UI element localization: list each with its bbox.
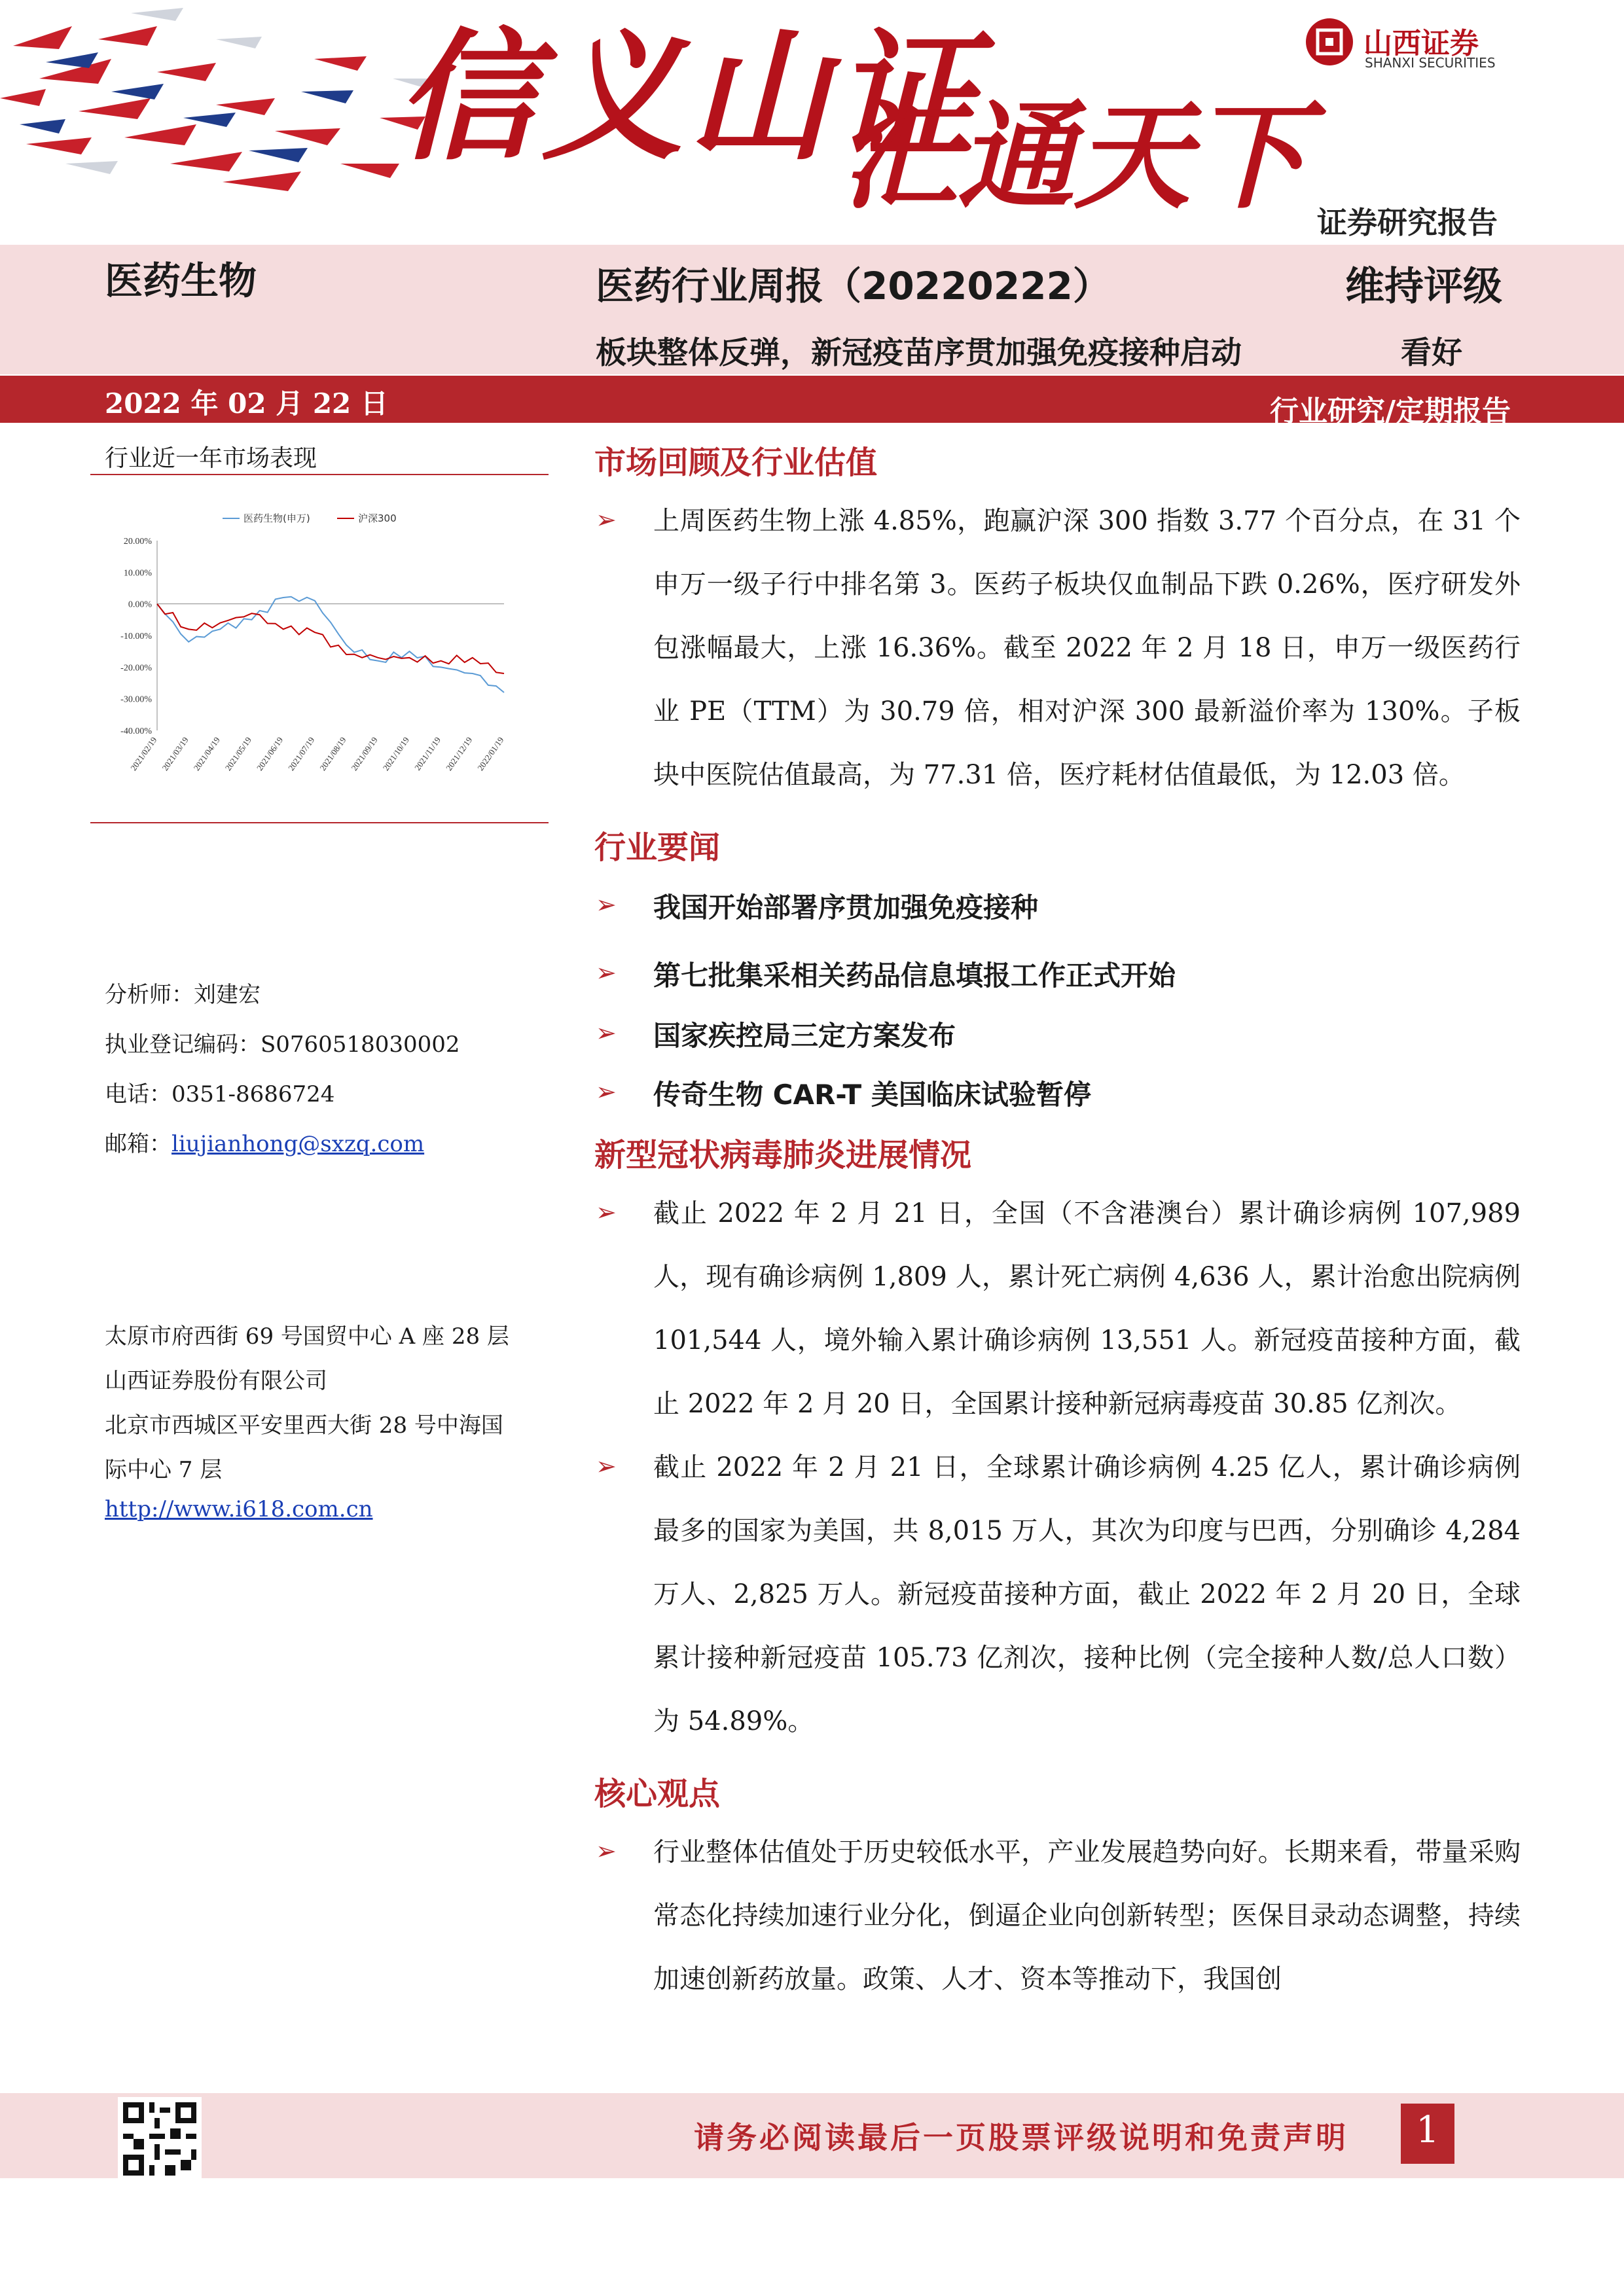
logo-text-cn: 山西证券 (1363, 27, 1479, 60)
x-tick-label: 2021/04/19 (191, 735, 222, 773)
banner-slogan-1: 信义山证 (396, 14, 980, 179)
company-logo (1306, 18, 1528, 71)
bullet-arrow-icon: ➢ (596, 958, 617, 987)
covid-domestic-paragraph: 截止 2022 年 2 月 21 日，全国（不含港澳台）累计确诊病例 107,989 人，现有确诊病例 1,809 人，累计死亡病例 4,636 人，累计治愈出院病例 101,544 人，境外输入累计确诊病例 13,551 人。新冠疫苗接种方面，截止 2022 年 2 月 20 日，全国累计接种新冠病毒疫苗 30.85 亿剂次。 (653, 1198, 1521, 1419)
x-tick-label: 2021/03/19 (160, 735, 190, 773)
y-tick-label: 20.00% (123, 537, 152, 547)
news-item: 国家疾控局三定方案发布 (653, 1020, 956, 1052)
report-subtitle: 板块整体反弹，新冠疫苗序贯加强免疫接种启动 (596, 335, 1242, 371)
logo-text-en: SHANXI SECURITIES (1365, 55, 1496, 71)
report-type-label: 证券研究报告 (1317, 205, 1498, 240)
section-heading: 市场回顾及行业估值 (594, 444, 878, 481)
x-tick-label: 2021/06/19 (254, 735, 285, 773)
disclaimer-notice: 请务必阅读最后一页股票评级说明和免责声明 (694, 2120, 1348, 2155)
x-tick-label: 2021/07/19 (286, 735, 317, 773)
email-label: 邮箱： (105, 1131, 171, 1157)
address-line: 际中心 7 层 (105, 1457, 223, 1483)
website-link[interactable] (105, 1496, 373, 1522)
market-performance-chart (98, 495, 530, 809)
address-line: 北京市西城区平安里西大街 28 号中海国 (105, 1412, 503, 1439)
x-tick-label: 2021/12/19 (444, 735, 475, 773)
core-view-paragraph: 行业整体估值处于历史较低水平，产业发展趋势向好。长期来看，带量采购常态化持续加速行业分化，倒逼企业向创新转型；医保目录动态调整，持续加速创新药放量。政策、人才、资本等推动下，我国创 (653, 1837, 1521, 1994)
news-item: 传奇生物 CAR-T 美国临床试验暂停 (653, 1079, 1091, 1111)
bullet-arrow-icon: ➢ (596, 1018, 617, 1047)
series-line (157, 597, 504, 692)
report-category: 行业研究/定期报告 (1270, 395, 1511, 428)
market-review-paragraph: 上周医药生物上涨 4.85%，跑赢沪深 300 指数 3.77 个百分点，在 31 个申万一级子行中排名第 3。医药子板块仅血制品下跌 0.26%，医疗研发外包涨幅最大，上涨 16.36%。截至 2022 年 2 月 18 日，申万一级医药行业 PE（TTM）为 30.79 倍，相对沪深 300 最新溢价率为 130%。子板块中医院估值最高，为 77.31 倍，医疗耗材估值最低，为 12.03 倍。 (653, 506, 1521, 790)
analyst-name: 分析师：刘建宏 (105, 982, 261, 1008)
qr-code-icon (118, 2097, 202, 2181)
y-tick-label: 10.00% (123, 568, 152, 579)
divider (90, 822, 549, 823)
section-heading: 核心观点 (594, 1776, 721, 1812)
rating-value: 看好 (1401, 335, 1462, 371)
news-item: 我国开始部署序贯加强免疫接种 (653, 891, 1039, 924)
x-axis (128, 735, 505, 772)
bullet-arrow-icon: ➢ (596, 1077, 617, 1106)
rating-label: 维持评级 (1345, 264, 1502, 310)
banner-slogan-2: 汇通天下 (841, 88, 1307, 224)
x-tick-label: 2021/05/19 (223, 735, 254, 773)
y-axis (120, 537, 504, 736)
section-heading: 新型冠状病毒肺炎进展情况 (594, 1137, 972, 1174)
legend-label: 医药生物(申万) (244, 512, 310, 524)
y-tick-label: -20.00% (120, 663, 152, 673)
address-line: 太原市府西街 69 号国贸中心 A 座 28 层 (105, 1323, 509, 1350)
x-tick-label: 2021/10/19 (380, 735, 411, 773)
series-line (157, 604, 504, 673)
report-title: 医药行业周报（20220222） (596, 264, 1111, 308)
y-tick-label: -40.00% (120, 726, 152, 736)
email-link[interactable]: liujianhong@sxzq.com (171, 1131, 425, 1157)
bullet-arrow-icon: ➢ (596, 890, 617, 919)
legend-label: 沪深300 (358, 512, 397, 524)
x-tick-label: 2021/02/19 (128, 735, 159, 773)
bullet-arrow-icon: ➢ (596, 1837, 617, 1865)
y-tick-label: -10.00% (120, 632, 152, 641)
analyst-license: 执业登记编码：S0760518030002 (105, 1031, 460, 1058)
company-name: 山西证券股份有限公司 (105, 1368, 327, 1394)
section-heading: 行业要闻 (594, 829, 721, 866)
chart-legend (223, 512, 397, 524)
x-tick-label: 2021/09/19 (349, 735, 380, 773)
logo-mark-icon (1306, 18, 1353, 65)
page-number: 1 (1416, 2109, 1439, 2151)
website-url[interactable]: http://www.i618.com.cn (105, 1496, 373, 1522)
y-tick-label: 0.00% (128, 600, 152, 610)
news-item: 第七批集采相关药品信息填报工作正式开始 (653, 960, 1176, 992)
x-tick-label: 2022/01/19 (475, 735, 506, 773)
bullet-arrow-icon: ➢ (596, 1452, 617, 1480)
bullet-arrow-icon: ➢ (596, 505, 617, 534)
y-tick-label: -30.00% (120, 694, 152, 705)
report-date: 2022 年 02 月 22 日 (105, 387, 388, 420)
analyst-phone: 电话：0351-8686724 (105, 1081, 335, 1107)
sector-label: 医药生物 (105, 259, 257, 303)
analyst-email-row (105, 1126, 424, 1158)
chart-series (157, 597, 504, 692)
x-tick-label: 2021/08/19 (317, 735, 348, 773)
x-tick-label: 2021/11/19 (412, 735, 443, 772)
divider (90, 474, 549, 475)
bullet-arrow-icon: ➢ (596, 1198, 617, 1227)
banner (0, 0, 1624, 243)
covid-global-paragraph: 截止 2022 年 2 月 21 日，全球累计确诊病例 4.25 亿人，累计确诊病例最多的国家为美国，共 8,015 万人，其次为印度与巴西，分别确诊 4,284 万人、2,825 万人。新冠疫苗接种方面，截止 2022 年 2 月 20 日，全球累计接种新冠疫苗 105.73 亿剂次，接种比例（完全接种人数/总人口数）为 54.89%。 (653, 1452, 1521, 1736)
chart-title: 行业近一年市场表现 (105, 445, 317, 472)
